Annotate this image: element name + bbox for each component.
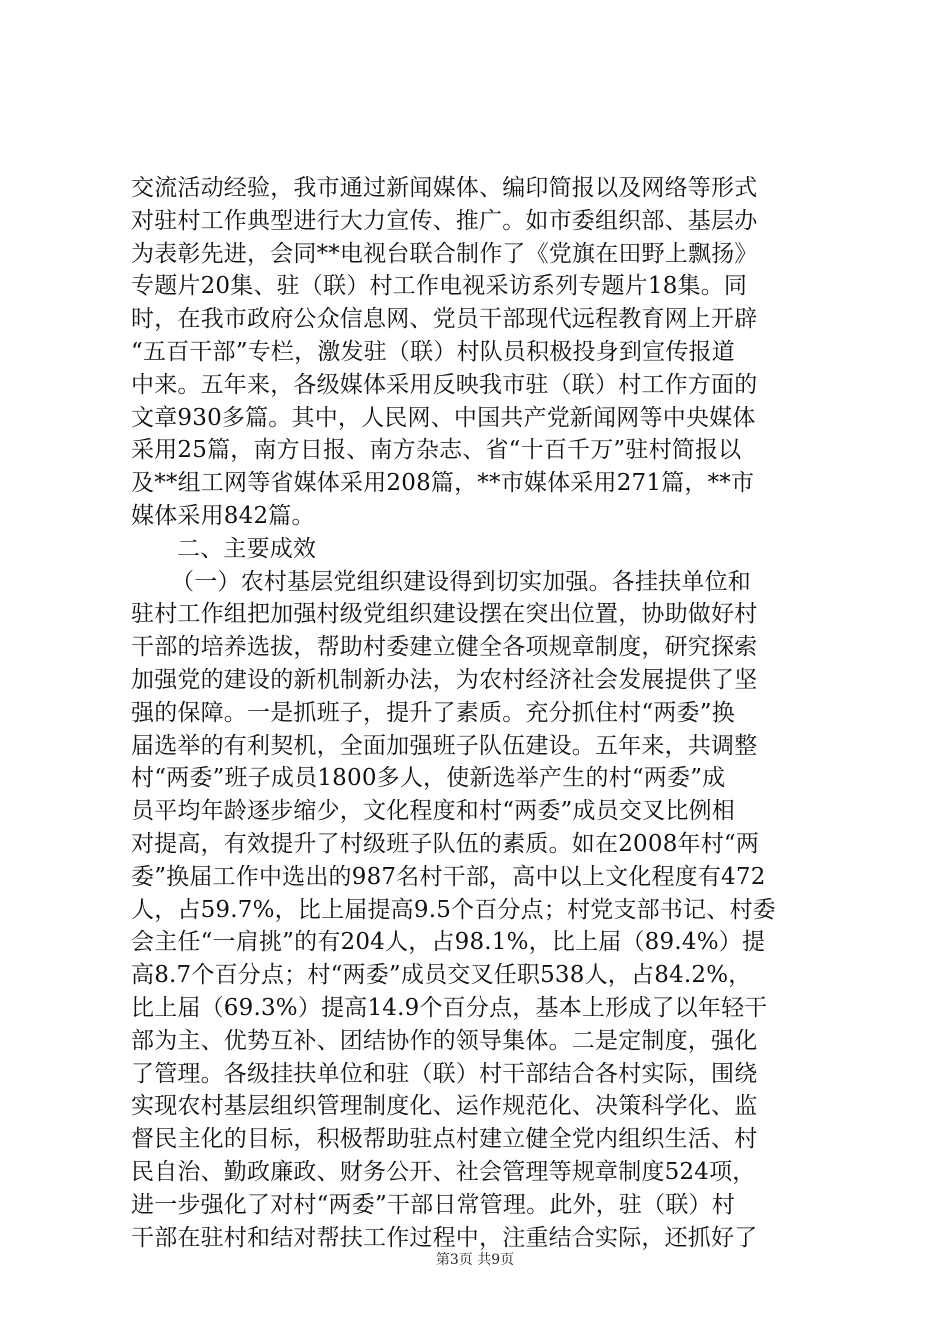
- text-line: 及**组工网等省媒体采用208篇，**市媒体采用271篇，**市: [131, 470, 755, 497]
- text-line: 会主任“一肩挑”的有204人，占98.1%，比上届（89.4%）提: [131, 929, 766, 956]
- text-line: 媒体采用842篇。: [131, 502, 315, 529]
- text-line: 届选举的有利契机，全面加强班子队伍建设。五年来，共调整: [131, 732, 758, 759]
- text-line: 中来。五年来，各级媒体采用反映我市驻（联）村工作方面的: [131, 371, 758, 398]
- text-line: 干部在驻村和结对帮扶工作过程中，注重结合实际，还抓好了: [131, 1224, 758, 1251]
- text-line: 文章930多篇。其中，人民网、中国共产党新闻网等中央媒体: [131, 404, 756, 431]
- text-line: 进一步强化了对村“两委”干部日常管理。此外，驻（联）村: [131, 1191, 735, 1218]
- text-line: 干部的培养选拔，帮助村委建立健全各项规章制度，研究探索: [131, 634, 758, 661]
- text-line: 委”换届工作中选出的987名村干部，高中以上文化程度有472: [131, 863, 766, 890]
- text-line: 村“两委”班子成员1800多人，使新选举产生的村“两委”成: [131, 765, 726, 792]
- text-line: 交流活动经验，我市通过新闻媒体、编印简报以及网络等形式: [131, 175, 758, 201]
- text-line: 部为主、优势互补、团结协作的领导集体。二是定制度，强化: [131, 1027, 758, 1054]
- text-line: 督民主化的目标，积极帮助驻点村建立健全党内组织生活、村: [131, 1126, 758, 1153]
- text-line: 了管理。各级挂扶单位和驻（联）村干部结合各村实际，围绕: [131, 1060, 758, 1087]
- section-heading: 二、主要成效: [177, 535, 317, 562]
- text-line: “五百干部”专栏，激发驻（联）村队员积极投身到宣传报道: [131, 338, 735, 365]
- paragraph-first-line: （一）农村基层党组织建设得到切实加强。各挂扶单位和: [171, 568, 751, 595]
- text-line: 为表彰先进，会同**电视台联合制作了《党旗在田野上飘扬》: [131, 240, 758, 267]
- document-body: [131, 172, 831, 1254]
- page-footer: 第3页 共9页: [435, 1252, 515, 1268]
- text-line: 比上届（69.3%）提高14.9个百分点，基本上形成了以年轻干: [131, 994, 768, 1021]
- text-line: 员平均年龄逐步缩少，文化程度和村“两委”成员交叉比例相: [131, 798, 735, 825]
- text-line: 采用25篇，南方日报、南方杂志、省“十百千万”驻村简报以: [131, 437, 742, 464]
- text-line: 时，在我市政府公众信息网、党员干部现代远程教育网上开辟: [131, 306, 758, 333]
- text-line: 高8.7个百分点；村“两委”成员交叉任职538人，占84.2%，: [131, 962, 752, 989]
- text-line: 专题片20集、驻（联）村工作电视采访系列专题片18集。同: [131, 273, 748, 300]
- text-line: 对提高，有效提升了村级班子队伍的素质。如在2008年村“两: [131, 830, 760, 857]
- text-line: 加强党的建设的新机制新办法，为农村经济社会发展提供了坚: [131, 666, 758, 693]
- text-line: 驻村工作组把加强村级党组织建设摆在突出位置，协助做好村: [131, 601, 758, 628]
- text-line: 强的保障。一是抓班子，提升了素质。充分抓住村“两委”换: [131, 699, 735, 726]
- text-line: 人，占59.7%，比上届提高9.5个百分点；村党支部书记、村委: [131, 896, 776, 923]
- text-line: 实现农村基层组织管理制度化、运作规范化、决策科学化、监: [131, 1093, 758, 1120]
- text-line: 对驻村工作典型进行大力宣传、推广。如市委组织部、基层办: [131, 207, 758, 234]
- text-line: 民自治、勤政廉政、财务公开、社会管理等规章制度524项，: [131, 1158, 756, 1185]
